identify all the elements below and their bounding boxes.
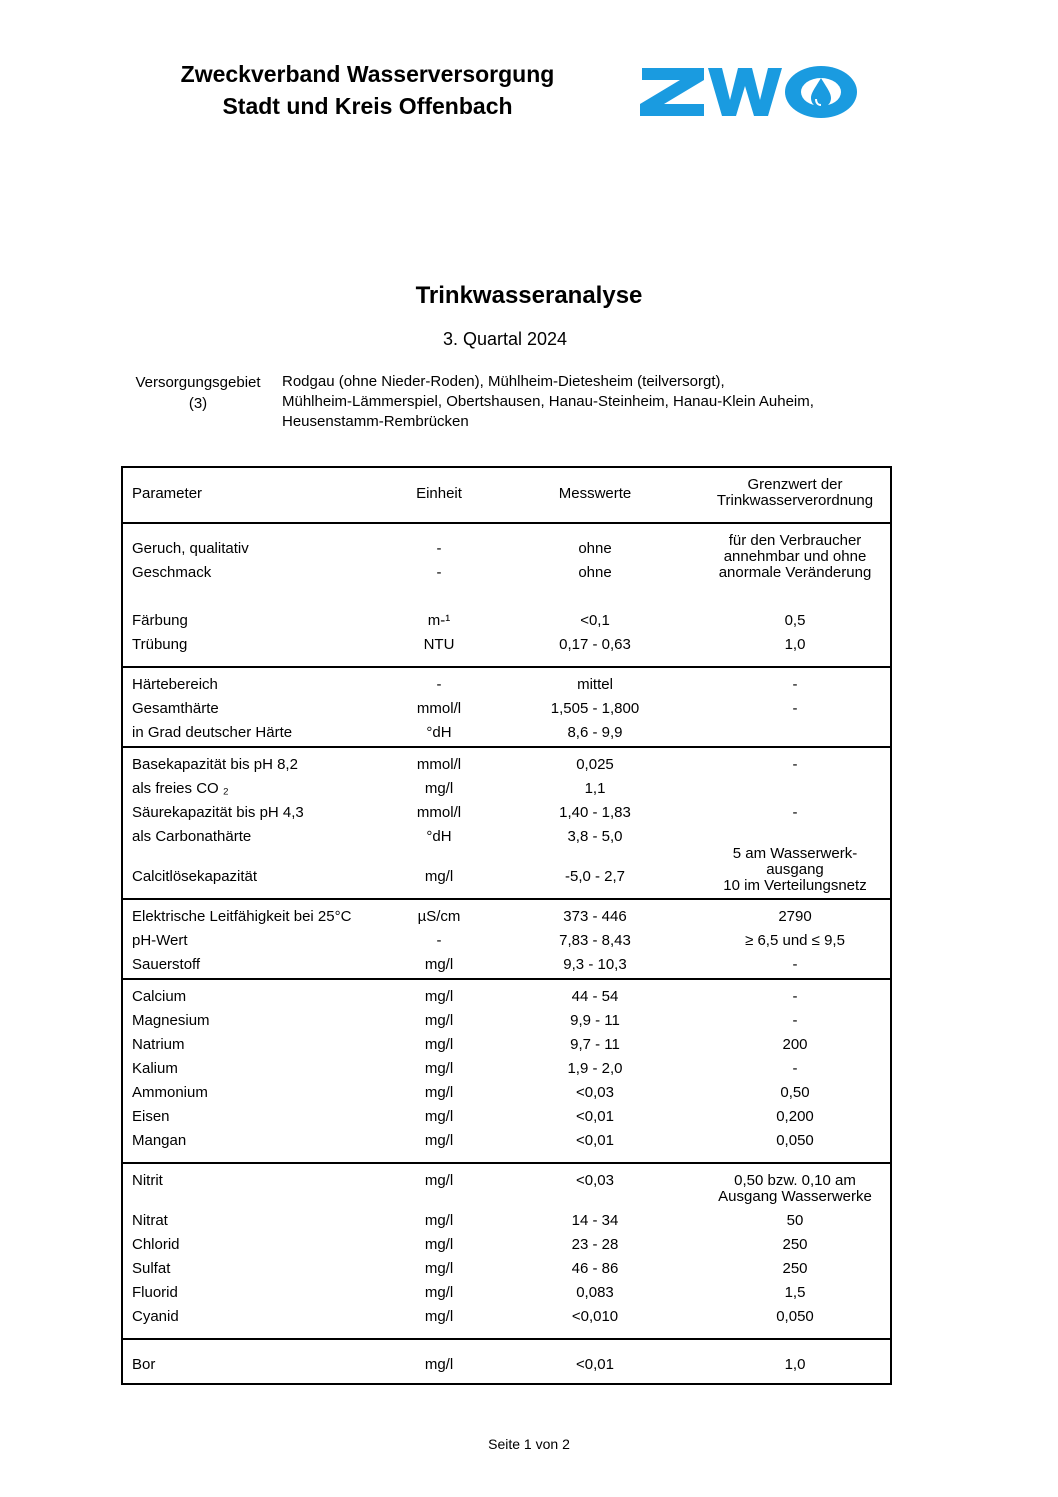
row-value: 9,7 - 11 — [570, 1036, 620, 1053]
document-title: Trinkwasseranalyse — [415, 282, 643, 309]
limit-note-line: ausgang — [766, 861, 824, 878]
row-unit: mg/l — [424, 780, 454, 797]
row-parameter: Elektrische Leitfähigkeit bei 25°C — [132, 908, 352, 925]
row-value: 44 - 54 — [571, 988, 619, 1005]
row-parameter: pH-Wert — [132, 932, 188, 949]
limit-note-line: anormale Veränderung — [718, 564, 872, 581]
row-limit: 200 — [782, 1036, 808, 1053]
row-parameter: Calcitlösekapazität — [132, 868, 258, 885]
row-unit: mg/l — [424, 1212, 454, 1229]
supply-area-line1: Rodgau (ohne Nieder-Roden), Mühlheim-Dietesheim (teilversorgt), — [282, 373, 725, 390]
row-value: 1,40 - 1,83 — [559, 804, 631, 821]
row-unit: NTU — [423, 636, 455, 653]
row-unit: mg/l — [424, 1036, 454, 1053]
row-parameter: Ammonium — [132, 1084, 208, 1101]
header-limit-line2: Trinkwasserverordnung — [716, 492, 874, 509]
row-limit: 1,0 — [784, 1356, 806, 1373]
page-number: Seite 1 von 2 — [488, 1436, 570, 1452]
row-limit: 1,5 — [784, 1284, 806, 1301]
row-unit: mmol/l — [416, 804, 462, 821]
row-parameter: als Carbonathärte — [132, 828, 252, 845]
table-divider — [121, 746, 892, 748]
row-value: 1,505 - 1,800 — [550, 700, 640, 717]
row-unit: mg/l — [424, 1284, 454, 1301]
row-limit: 250 — [782, 1260, 808, 1277]
row-limit: 2790 — [778, 908, 812, 925]
supply-area-line2: Mühlheim-Lämmerspiel, Obertshausen, Hanau-Steinheim, Hanau-Klein Auheim, — [282, 393, 814, 410]
row-unit: mg/l — [424, 988, 454, 1005]
row-unit: mg/l — [424, 1012, 454, 1029]
row-parameter: Säurekapazität bis pH 4,3 — [132, 804, 304, 821]
table-divider — [121, 1338, 892, 1340]
row-parameter: in Grad deutscher Härte — [132, 724, 293, 741]
row-value: 0,025 — [576, 756, 614, 773]
row-parameter: Geschmack — [132, 564, 212, 581]
limit-note-line: 10 im Verteilungsnetz — [723, 877, 867, 894]
supply-area-number: (3) — [188, 395, 208, 412]
row-parameter: Fluorid — [132, 1284, 178, 1301]
row-unit: mmol/l — [416, 700, 462, 717]
row-limit: - — [792, 756, 798, 773]
supply-area-description — [282, 372, 922, 432]
row-parameter: Nitrat — [132, 1212, 168, 1229]
row-limit: 50 — [786, 1212, 804, 1229]
row-unit: - — [436, 932, 442, 949]
row-value: 8,6 - 9,9 — [567, 724, 623, 741]
row-limit: - — [792, 988, 798, 1005]
document-subtitle: 3. Quartal 2024 — [442, 329, 568, 349]
row-unit: mg/l — [424, 1132, 454, 1149]
row-limit: 0,5 — [784, 612, 806, 629]
row-unit: mg/l — [424, 868, 454, 885]
table-divider — [121, 898, 892, 900]
organization-name-line1: Zweckverband Wasserversorgung — [180, 61, 555, 87]
row-unit: - — [436, 540, 442, 557]
row-parameter: Gesamthärte — [132, 700, 219, 717]
header-limit-line1: Grenzwert der — [747, 476, 843, 493]
row-unit: mg/l — [424, 1356, 454, 1373]
supply-area-label-text: Versorgungsgebiet — [135, 374, 261, 391]
row-limit: - — [792, 956, 798, 973]
row-value: -5,0 - 2,7 — [564, 868, 626, 885]
header-unit: Einheit — [416, 485, 462, 502]
row-value: <0,01 — [576, 1356, 614, 1373]
row-value: ohne — [578, 564, 612, 581]
table-divider — [121, 978, 892, 980]
row-parameter: Eisen — [132, 1108, 170, 1125]
row-parameter: Kalium — [132, 1060, 178, 1077]
zwo-logo — [638, 60, 860, 124]
row-value: 1,9 - 2,0 — [567, 1060, 623, 1077]
row-limit: - — [792, 676, 798, 693]
row-unit: mmol/l — [416, 756, 462, 773]
header-value: Messwerte — [558, 485, 632, 502]
row-value: <0,03 — [576, 1172, 614, 1189]
limit-note-calcit — [690, 846, 900, 894]
row-limit: - — [792, 1060, 798, 1077]
limit-note-nitrit — [690, 1173, 900, 1205]
row-value: 9,9 - 11 — [570, 1012, 620, 1029]
row-value: 9,3 - 10,3 — [563, 956, 627, 973]
row-unit: mg/l — [424, 1236, 454, 1253]
supply-area-label — [118, 372, 278, 414]
row-unit: mg/l — [424, 1308, 454, 1325]
row-value: <0,01 — [576, 1108, 614, 1125]
row-unit: m-¹ — [427, 612, 451, 629]
row-value: 23 - 28 — [571, 1236, 619, 1253]
row-value: 14 - 34 — [571, 1212, 619, 1229]
row-parameter: Geruch, qualitativ — [132, 540, 249, 557]
row-parameter: Trübung — [132, 636, 188, 653]
row-parameter: Basekapazität bis pH 8,2 — [132, 756, 298, 773]
table-divider — [121, 1162, 892, 1164]
row-parameter: Chlorid — [132, 1236, 180, 1253]
row-unit: °dH — [426, 724, 452, 741]
row-parameter: als freies CO ₂ — [132, 780, 229, 797]
row-parameter: Sauerstoff — [132, 956, 201, 973]
row-value: mittel — [577, 676, 613, 693]
row-parameter: Cyanid — [132, 1308, 179, 1325]
row-value: ohne — [578, 540, 612, 557]
table-divider — [121, 666, 892, 668]
row-limit: 250 — [782, 1236, 808, 1253]
row-value: 0,083 — [576, 1284, 614, 1301]
row-value: <0,010 — [571, 1308, 619, 1325]
limit-note-line: Ausgang Wasserwerke — [718, 1188, 872, 1205]
row-unit: mg/l — [424, 1260, 454, 1277]
limit-note-line: 5 am Wasserwerk- — [732, 845, 858, 862]
row-parameter: Mangan — [132, 1132, 187, 1149]
row-value: 46 - 86 — [571, 1260, 619, 1277]
row-value: 3,8 - 5,0 — [567, 828, 623, 845]
row-value: <0,03 — [576, 1084, 614, 1101]
row-unit: - — [436, 676, 442, 693]
row-parameter: Härtebereich — [132, 676, 218, 693]
row-value: 7,83 - 8,43 — [559, 932, 631, 949]
row-parameter: Natrium — [132, 1036, 185, 1053]
row-limit: 0,050 — [776, 1308, 814, 1325]
row-unit: mg/l — [424, 1060, 454, 1077]
organization-name-line2: Stadt und Kreis Offenbach — [222, 93, 513, 119]
row-parameter: Färbung — [132, 612, 188, 629]
row-unit: mg/l — [424, 956, 454, 973]
row-parameter: Sulfat — [132, 1260, 171, 1277]
row-value: <0,01 — [576, 1132, 614, 1149]
header-parameter: Parameter — [132, 485, 203, 502]
row-value: <0,1 — [580, 612, 610, 629]
header-limit — [690, 477, 900, 509]
row-parameter: Magnesium — [132, 1012, 210, 1029]
row-limit: 0,50 — [780, 1084, 810, 1101]
row-limit: 1,0 — [784, 636, 806, 653]
supply-area-line3: Heusenstamm-Rembrücken — [282, 413, 469, 430]
row-unit: °dH — [426, 828, 452, 845]
table-divider — [121, 522, 892, 524]
row-unit: mg/l — [424, 1084, 454, 1101]
limit-note-line: für den Verbraucher — [728, 532, 862, 549]
row-parameter: Bor — [132, 1356, 156, 1373]
row-limit: - — [792, 1012, 798, 1029]
limit-note-odor-taste — [690, 533, 900, 581]
row-limit: ≥ 6,5 und ≤ 9,5 — [745, 932, 845, 949]
row-unit: mg/l — [424, 1108, 454, 1125]
row-limit: - — [792, 700, 798, 717]
row-unit: - — [436, 564, 442, 581]
row-parameter: Nitrit — [132, 1172, 163, 1189]
row-parameter: Calcium — [132, 988, 187, 1005]
row-value: 373 - 446 — [563, 908, 627, 925]
limit-note-line: annehmbar und ohne — [723, 548, 867, 565]
row-limit: - — [792, 804, 798, 821]
limit-note-line: 0,50 bzw. 0,10 am — [734, 1172, 856, 1189]
row-value: 0,17 - 0,63 — [559, 636, 631, 653]
row-unit: µS/cm — [417, 908, 461, 925]
row-limit: 0,200 — [776, 1108, 814, 1125]
row-unit: mg/l — [424, 1172, 454, 1189]
row-limit: 0,050 — [776, 1132, 814, 1149]
row-value: 1,1 — [584, 780, 606, 797]
